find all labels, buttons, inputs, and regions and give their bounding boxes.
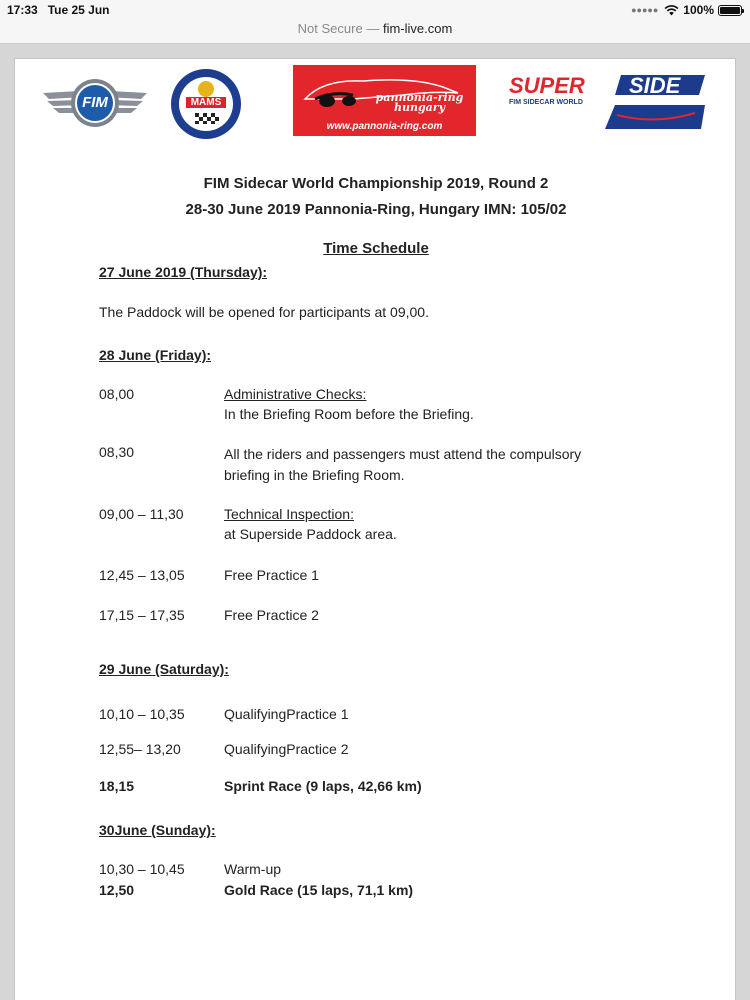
superside-logo [505,75,707,129]
day3-e1-label: QualifyingPractice 1 [224,706,349,722]
document-page [14,58,736,1000]
day3-heading: 29 June (Saturday): [99,661,229,677]
signal-dots-icon: ●●●●● [631,5,659,15]
mams-logo-text: MAMS [186,97,226,108]
day2-e4-label: Free Practice 1 [224,567,319,583]
day2-e5-time: 17,15 – 17,35 [99,607,185,623]
pannonia-url: www.pannonia-ring.com [326,121,443,132]
day4-e2-label: Gold Race (15 laps, 71,1 km) [224,882,414,898]
day3-e2-time: 12,55– 13,20 [99,741,181,757]
battery-percent: 100% [683,3,714,17]
day4-e1-time: 10,30 – 10,45 [99,861,185,877]
day2-e5-label: Free Practice 2 [224,607,319,623]
superside-sub1: FIM SIDECAR WORLD [509,99,583,106]
day1-heading: 27 June 2019 (Thursday): [99,264,268,280]
day3-e2-label: QualifyingPractice 2 [224,741,349,757]
security-label: Not Secure [297,21,363,36]
superside-sub2: CHAMPIONSHIP [625,99,680,106]
day2-e1-title: Administrative Checks: [224,386,367,402]
day2-e1-detail: In the Briefing Room before the Briefing. [224,406,474,422]
day2-e3-title: Technical Inspection: [224,506,354,522]
pannonia-ring-logo [293,65,476,136]
status-right [631,3,742,17]
day3-e1-time: 10,10 – 10,35 [99,706,185,722]
day2-e2-line1: All the riders and passengers must attend the compulsory [224,446,582,462]
day2-e3-detail: at Superside Paddock area. [224,526,397,542]
day4-e1-label: Warm-up [224,861,282,877]
wifi-icon [664,5,679,16]
day2-e1-time: 08,00 [99,386,135,402]
pannonia-name: pannonia-ring hungary [375,91,464,114]
day4-e2-time: 12,50 [99,882,135,898]
day2-e3-time: 09,00 – 11,30 [99,506,184,522]
address-bar[interactable] [0,20,750,44]
day3-e3-time: 18,15 [99,778,135,794]
status-bar [0,0,750,20]
mams-logo [169,67,243,141]
superside-side: SIDE [629,73,681,98]
day4-heading: 30June (Sunday): [99,822,216,838]
day2-e4-time: 12,45 – 13,05 [99,567,185,583]
day2-heading: 28 June (Friday): [99,347,212,363]
fim-logo-text: FIM [82,94,108,111]
url-host: fim-live.com [382,21,453,36]
document-subtitle: 28-30 June 2019 Pannonia-Ring, Hungary IMN: 105/02 [185,201,567,218]
schedule-heading: Time Schedule [323,240,429,257]
day2-e2-line2: briefing in the Briefing Room. [224,467,405,483]
day3-e3-label: Sprint Race (9 laps, 42,66 km) [224,778,422,794]
day2-e2-time: 08,30 [99,444,135,460]
battery-icon [718,5,742,16]
status-time-date: 17:33 Tue 25 Jun [7,3,110,17]
superside-super: SUPER [509,73,585,98]
day1-note: The Paddock will be opened for participants at 09,00. [99,304,429,320]
fim-logo [39,73,151,133]
url-separator: — [366,21,380,36]
document-title: FIM Sidecar World Championship 2019, Round 2 [203,175,549,192]
